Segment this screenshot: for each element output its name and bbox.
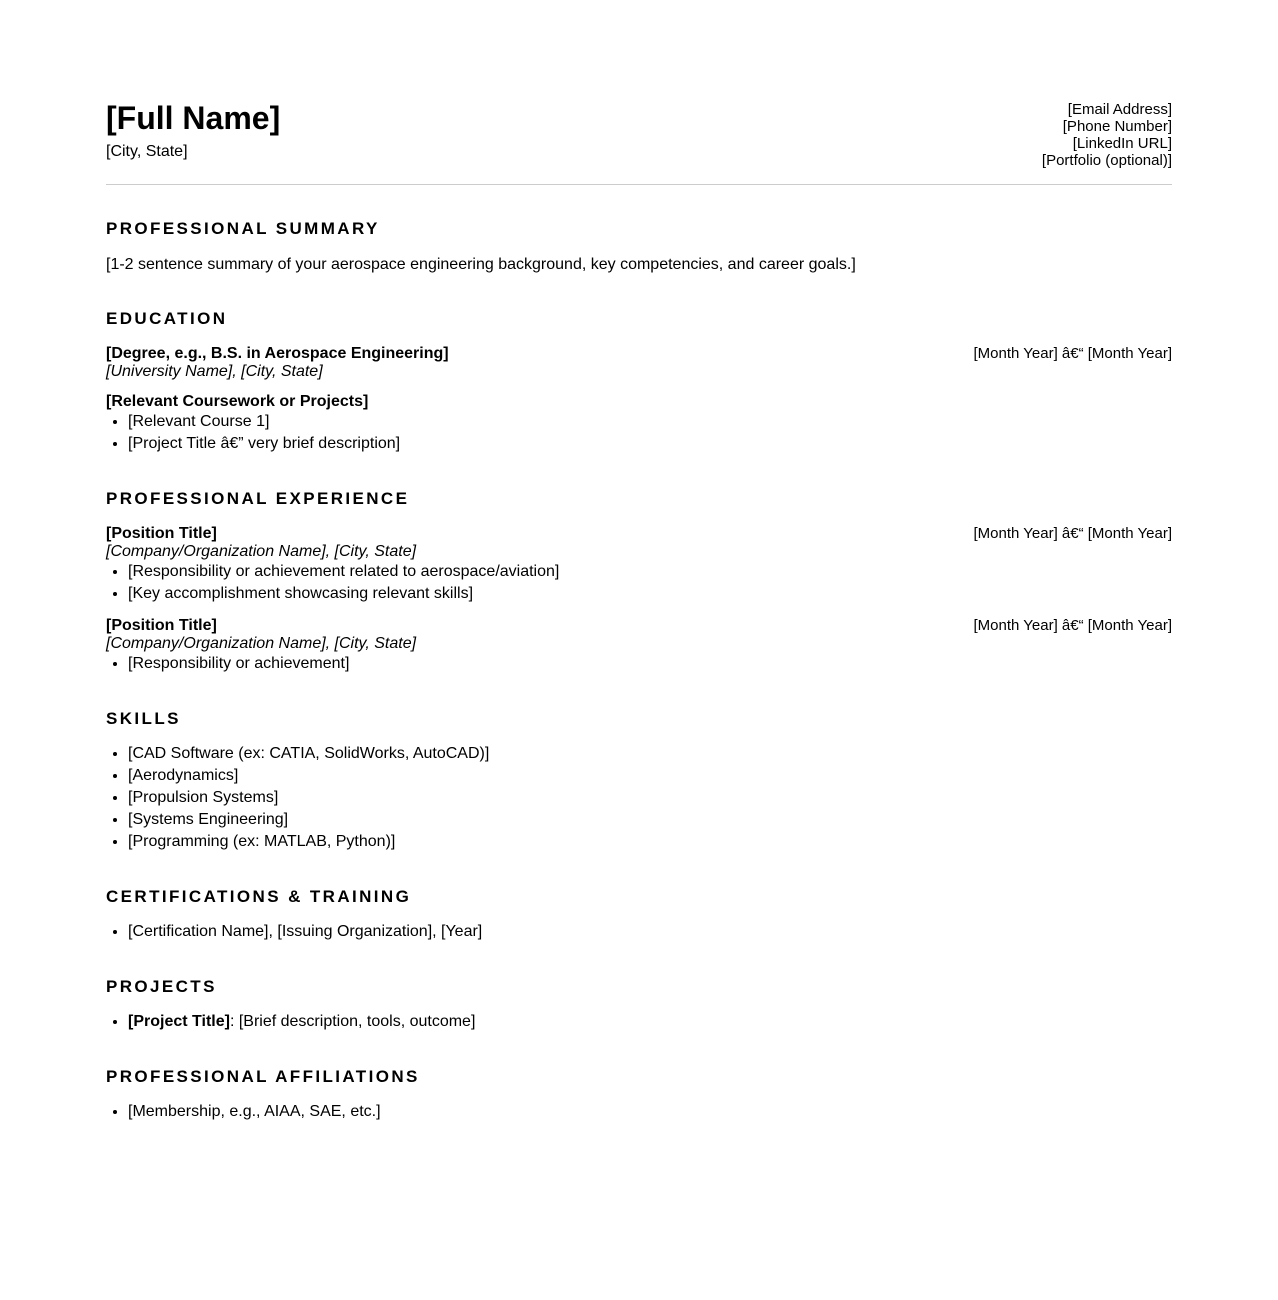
phone: [Phone Number] bbox=[1062, 118, 1172, 135]
list-item: • [Propulsion Systems] bbox=[128, 787, 1172, 809]
job-entry bbox=[106, 525, 1172, 605]
section-heading-projects: PROJECTS bbox=[106, 977, 217, 996]
full-name: [Full Name] bbox=[106, 100, 281, 136]
job-dates: [Month Year] â€“ [Month Year] bbox=[973, 525, 1172, 542]
education-dates: [Month Year] â€“ [Month Year] bbox=[973, 345, 1172, 362]
affiliations-list bbox=[106, 1101, 1172, 1123]
list-item: • [Relevant Course 1] bbox=[128, 411, 1172, 433]
degree: [Degree, e.g., B.S. in Aerospace Engineering] bbox=[106, 345, 449, 362]
contact-info bbox=[1042, 98, 1172, 169]
project-description: : [Brief description, tools, outcome] bbox=[229, 1013, 476, 1030]
list-item: • [CAD Software (ex: CATIA, SolidWorks, AutoCAD)] bbox=[128, 743, 1172, 765]
list-item bbox=[128, 1011, 1172, 1033]
skills-list bbox=[106, 743, 1172, 853]
list-item: • [Project Title â€” very brief description] bbox=[128, 433, 1172, 455]
section-heading-education: EDUCATION bbox=[106, 309, 228, 328]
list-item: • [Key accomplishment showcasing relevant skills] bbox=[128, 583, 1172, 605]
summary-text: [1-2 sentence summary of your aerospace engineering background, key competencies, and career goals.] bbox=[106, 256, 856, 273]
coursework bbox=[106, 393, 1172, 455]
list-item: • [Aerodynamics] bbox=[128, 765, 1172, 787]
list-item: • [Certification Name], [Issuing Organization], [Year] bbox=[128, 921, 1172, 943]
section-heading-affiliations: PROFESSIONAL AFFILIATIONS bbox=[106, 1067, 420, 1086]
list-item: • [Membership, e.g., AIAA, SAE, etc.] bbox=[128, 1101, 1172, 1123]
company: [Company/Organization Name], [City, State] bbox=[106, 635, 417, 652]
resume-header bbox=[106, 0, 1172, 185]
company: [Company/Organization Name], [City, State] bbox=[106, 543, 417, 560]
coursework-title: [Relevant Coursework or Projects] bbox=[106, 393, 369, 410]
email: [Email Address] bbox=[1067, 101, 1172, 118]
projects-list bbox=[106, 1011, 1172, 1033]
section-heading-skills: SKILLS bbox=[106, 709, 181, 728]
list-item: • [Programming (ex: MATLAB, Python)] bbox=[128, 831, 1172, 853]
list-item: • [Responsibility or achievement related to aerospace/aviation] bbox=[128, 561, 1172, 583]
resume bbox=[106, 0, 1172, 1123]
location: [City, State] bbox=[106, 143, 188, 160]
job-entry bbox=[106, 617, 1172, 675]
section-heading-experience: PROFESSIONAL EXPERIENCE bbox=[106, 489, 410, 508]
portfolio: [Portfolio (optional)] bbox=[1041, 152, 1172, 169]
list-item: • [Responsibility or achievement] bbox=[128, 653, 1172, 675]
section-heading-certifications: CERTIFICATIONS & TRAINING bbox=[106, 887, 412, 906]
education-entry bbox=[106, 345, 1172, 381]
section-heading-summary: PROFESSIONAL SUMMARY bbox=[106, 219, 380, 238]
school: [University Name], [City, State] bbox=[106, 363, 323, 380]
project-title: [Project Title] bbox=[128, 1013, 230, 1030]
certifications-list bbox=[106, 921, 1172, 943]
linkedin: [LinkedIn URL] bbox=[1072, 135, 1172, 152]
job-title: [Position Title] bbox=[106, 617, 217, 634]
job-dates: [Month Year] â€“ [Month Year] bbox=[973, 617, 1172, 634]
list-item: • [Systems Engineering] bbox=[128, 809, 1172, 831]
job-title: [Position Title] bbox=[106, 525, 217, 542]
